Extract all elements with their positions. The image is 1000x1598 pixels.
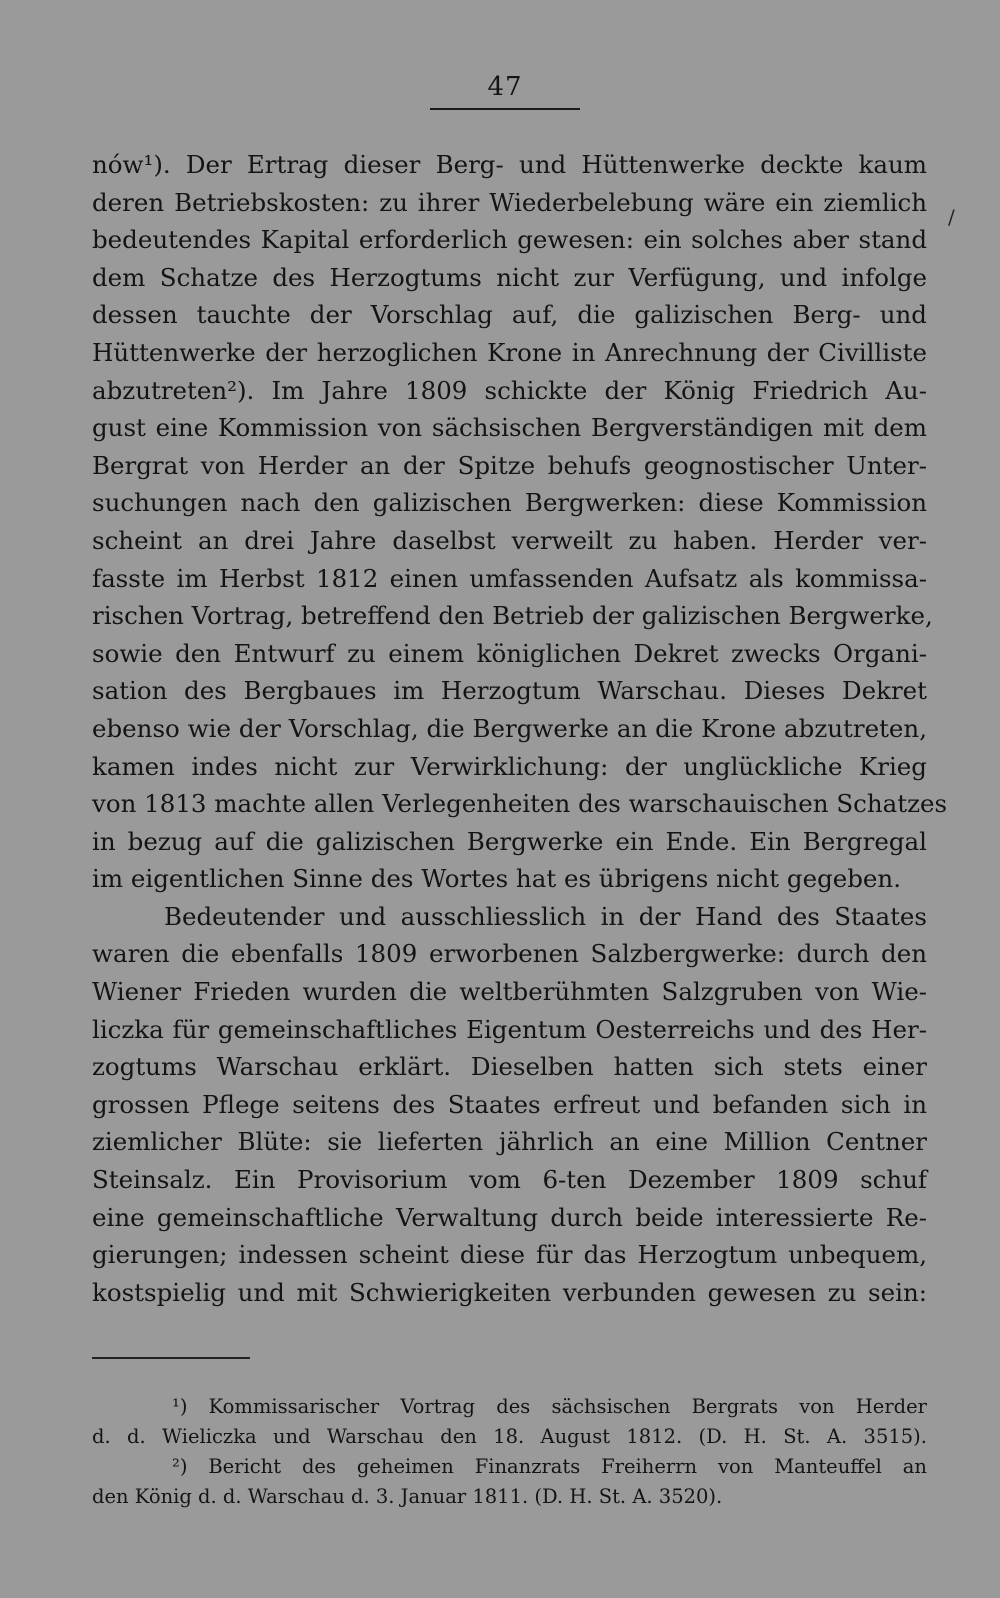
page-number-rule: [430, 108, 580, 110]
text-line: kamen indes nicht zur Verwirklichung: der unglückliche Krieg: [92, 751, 927, 781]
text-line: nów¹). Der Ertrag dieser Berg- und Hüttenwerke deckte kaum: [92, 150, 927, 179]
text-line: eine gemeinschaftliche Verwaltung durch beide interessierte Re-: [92, 1202, 927, 1232]
text-line: sation des Bergbaues im Herzogtum Warschau. Dieses Dekret: [92, 676, 927, 706]
text-line: fasste im Herbst 1812 einen umfassenden Aufsatz als kommissa-: [92, 563, 927, 593]
text-line: Hüttenwerke der herzoglichen Krone in Anrechnung der Civilliste: [92, 337, 927, 367]
text-line: zogtums Warschau erklärt. Dieselben hatten sich stets einer: [92, 1052, 927, 1082]
text-line: ebenso wie der Vorschlag, die Bergwerke an die Krone abzutreten,: [92, 713, 927, 743]
text-line: ziemlicher Blüte: sie lieferten jährlich an eine Million Centner: [92, 1127, 927, 1157]
text-line: grossen Pflege seitens des Staates erfreut und befanden sich in: [92, 1089, 927, 1119]
text-line: bedeutendes Kapital erforderlich gewesen: ein solches aber stand: [92, 225, 927, 255]
text-line: von 1813 machte allen Verlegenheiten des warschauischen Schatzes: [92, 789, 948, 819]
text-line: Bedeutender und ausschliesslich in der Hand des Staates: [164, 901, 927, 931]
text-line: suchungen nach den galizischen Bergwerken: diese Kommission: [92, 488, 927, 518]
footnote-line: d. d. Wieliczka und Warschau den 18. August 1812. (D. H. St. A. 3515).: [92, 1425, 927, 1448]
text-line: Wiener Frieden wurden die weltberühmten Salzgruben von Wie-: [92, 977, 927, 1007]
footnote-line: ¹) Kommissarischer Vortrag des sächsischen Bergrats von Herder: [172, 1395, 927, 1418]
text-line: gust eine Kommission von sächsischen Bergverständigen mit dem: [92, 413, 927, 443]
text-line: sowie den Entwurf zu einem königlichen Dekret zwecks Organi-: [92, 638, 927, 668]
footnote-line: ²) Bericht des geheimen Finanzrats Freiherrn von Manteuffel an: [172, 1455, 927, 1478]
text-line: Bergrat von Herder an der Spitze behufs geognostischer Unter-: [92, 450, 927, 480]
text-line: liczka für gemeinschaftliches Eigentum Oesterreichs und des Her-: [92, 1014, 927, 1044]
text-line: deren Betriebskosten: zu ihrer Wiederbelebung wäre ein ziemlich: [92, 187, 927, 217]
text-line: scheint an drei Jahre daselbst verweilt zu haben. Herder ver-: [92, 525, 927, 555]
text-line: kostspielig und mit Schwierigkeiten verbunden gewesen zu sein:: [92, 1277, 927, 1307]
page-number: 47: [487, 72, 523, 102]
footnotes: [92, 1392, 927, 1512]
margin-mark: /: [948, 205, 955, 229]
text-line: abzutreten²). Im Jahre 1809 schickte der König Friedrich Au-: [92, 375, 927, 405]
text-line: gierungen; indessen scheint diese für das Herzogtum unbequem,: [92, 1240, 927, 1270]
text-line: im eigentlichen Sinne des Wortes hat es übrigens nicht gegeben.: [92, 864, 902, 894]
text-line: rischen Vortrag, betreffend den Betrieb der galizischen Bergwerke,: [92, 601, 933, 631]
text-line: Steinsalz. Ein Provisorium vom 6-ten Dezember 1809 schuf: [92, 1165, 927, 1195]
body-text: [92, 146, 948, 1311]
text-line: waren die ebenfalls 1809 erworbenen Salzbergwerke: durch den: [92, 939, 927, 969]
text-line: in bezug auf die galizischen Bergwerke ein Ende. Ein Bergregal: [92, 826, 927, 856]
footnote-separator: [92, 1357, 250, 1359]
text-line: dessen tauchte der Vorschlag auf, die galizischen Berg- und: [92, 300, 927, 330]
text-line: dem Schatze des Herzogtums nicht zur Verfügung, und infolge: [92, 262, 927, 292]
footnote-line: den König d. d. Warschau d. 3. Januar 1811. (D. H. St. A. 3520).: [92, 1485, 723, 1508]
